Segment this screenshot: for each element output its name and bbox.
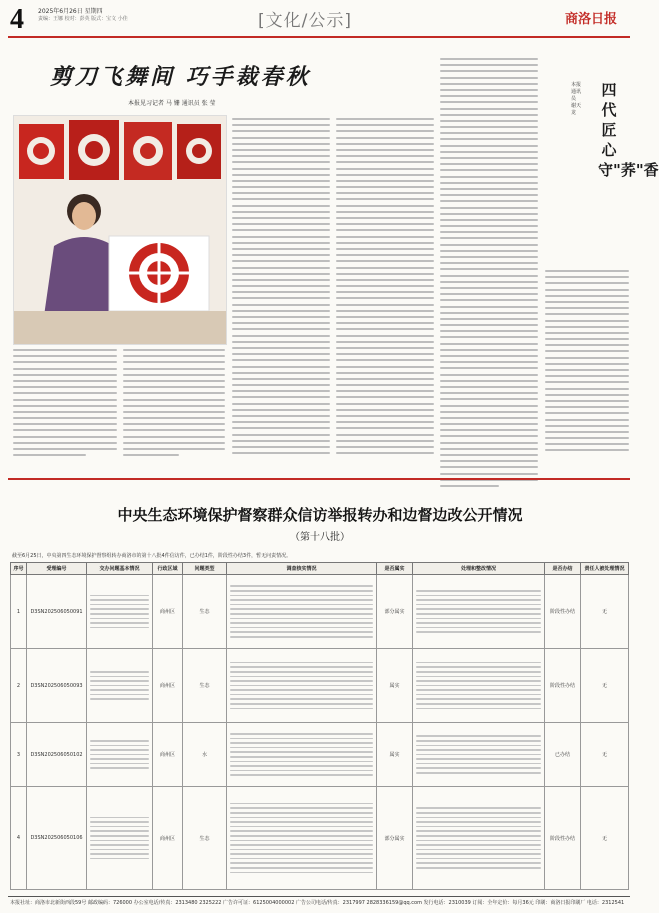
- section-divider: [8, 478, 630, 480]
- header-no: 序号: [11, 563, 27, 575]
- row-verified: 属实: [377, 649, 413, 723]
- row-status: 阶段性办结: [545, 575, 581, 649]
- row-investigation: [227, 575, 377, 649]
- table-row: [11, 575, 629, 649]
- row-summary: [87, 575, 153, 649]
- top-rule: [8, 36, 630, 38]
- row-code: D3SN202506050102: [27, 723, 87, 787]
- header-type: 问题类型: [183, 563, 227, 575]
- row-accountability: 无: [581, 575, 629, 649]
- page-number: 4: [10, 4, 24, 35]
- row-investigation: [227, 723, 377, 787]
- notice-table: [10, 562, 629, 890]
- row-accountability: 无: [581, 723, 629, 787]
- feature-headline: 剪刀飞舞间 巧手裁春秋: [50, 64, 311, 90]
- notice-lead: 截至6月25日，中央第四生态环境保护督察组转办商洛市的第十八批4件信访件，已办结1件，阶段性办结3件，暂无问责情况。: [12, 553, 292, 559]
- side-story-column: [545, 270, 629, 456]
- header-summary: 交办问题基本情况: [87, 563, 153, 575]
- row-code: D3SN202506050091: [27, 575, 87, 649]
- article-column-3: [440, 58, 538, 491]
- row-no: 3: [11, 723, 27, 787]
- table-row: [11, 649, 629, 723]
- notice-subhead: （第十八批）: [290, 532, 350, 543]
- header-region: 行政区域: [153, 563, 183, 575]
- row-region: 商州区: [153, 787, 183, 890]
- row-no: 1: [11, 575, 27, 649]
- side-story-byline: 本报通讯员 谢天龙: [571, 82, 582, 116]
- row-summary: [87, 649, 153, 723]
- header-accountability: 责任人被处理情况: [581, 563, 629, 575]
- row-region: 商州区: [153, 649, 183, 723]
- row-handling: [413, 649, 545, 723]
- row-verified: 部分属实: [377, 787, 413, 890]
- row-summary: [87, 787, 153, 890]
- row-status: 阶段性办结: [545, 787, 581, 890]
- row-summary: [87, 723, 153, 787]
- article-column-2: [336, 118, 434, 458]
- header-code: 受理编号: [27, 563, 87, 575]
- row-handling: [413, 787, 545, 890]
- row-region: 商州区: [153, 575, 183, 649]
- papercut-photo-illustration: [14, 116, 226, 344]
- feature-photo: [13, 115, 227, 345]
- row-type: 生态: [183, 649, 227, 723]
- caption-column-right: [123, 349, 225, 460]
- row-type: 生态: [183, 787, 227, 890]
- photo-caption-block: [13, 345, 225, 465]
- header-verified: 是否属实: [377, 563, 413, 575]
- row-code: D3SN202506050093: [27, 649, 87, 723]
- row-investigation: [227, 649, 377, 723]
- row-region: 商州区: [153, 723, 183, 787]
- section-title: [文化/公示]: [258, 11, 352, 31]
- editors-line: 责编：王娜 校对：彭英 版式：宝文 小佳: [38, 16, 128, 22]
- table-row: [11, 787, 629, 890]
- row-accountability: 无: [581, 649, 629, 723]
- row-verified: 部分属实: [377, 575, 413, 649]
- side-story-headline: 四代匠心守"荞"香: [598, 81, 659, 179]
- row-type: 生态: [183, 575, 227, 649]
- row-status: 阶段性办结: [545, 649, 581, 723]
- row-investigation: [227, 787, 377, 890]
- caption-column-left: [13, 349, 117, 460]
- header-status: 是否办结: [545, 563, 581, 575]
- row-accountability: 无: [581, 787, 629, 890]
- row-code: D3SN202506050106: [27, 787, 87, 890]
- row-handling: [413, 723, 545, 787]
- feature-byline: 本报见习记者 马 姗 通讯员 张 莹: [128, 100, 216, 107]
- row-type: 水: [183, 723, 227, 787]
- table-header-row: [11, 563, 629, 575]
- article-column-1: [232, 118, 330, 458]
- table-row: [11, 723, 629, 787]
- row-verified: 属实: [377, 723, 413, 787]
- notice-headline: 中央生态环境保护督察群众信访举报转办和边督边改公开情况: [117, 506, 523, 524]
- row-handling: [413, 575, 545, 649]
- footer-rule: [8, 896, 630, 897]
- issue-date: 2025年6月26日 星期四: [38, 8, 103, 15]
- footer-info: 本报社址：商洛市北新街西段59号 邮政编码：726000 办公室电话/传真：2313480 2325222 广告许可证：6125004000002 广告公司电话/传真：2317997 2828336159@qq.com 发行电话：2310039 订阅：全年定价：每月36元 印刷：商洛日报印刷厂 电话：2312541: [10, 900, 625, 906]
- row-no: 2: [11, 649, 27, 723]
- row-no: 4: [11, 787, 27, 890]
- header-handling: 处理和整改情况: [413, 563, 545, 575]
- newspaper-logo: 商洛日报: [565, 12, 618, 27]
- row-status: 已办结: [545, 723, 581, 787]
- header-investigation: 调查核实情况: [227, 563, 377, 575]
